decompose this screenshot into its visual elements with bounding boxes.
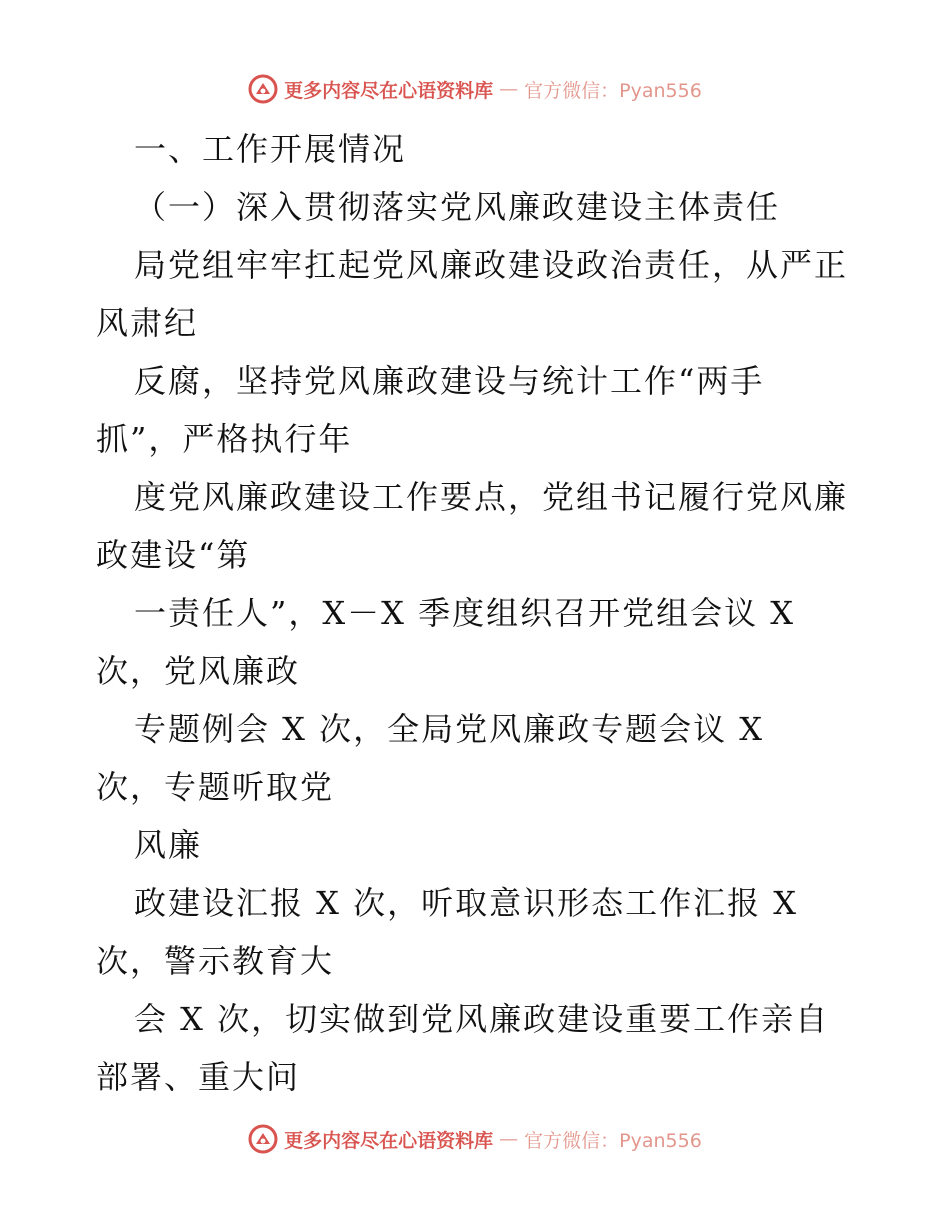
body-line: 度党风廉政建设工作要点，党组书记履行党风廉: [134, 478, 849, 516]
body-line: 政建设汇报 X 次，听取意识形态工作汇报 X: [134, 884, 799, 922]
body-line: 风肃纪: [96, 304, 199, 342]
watermark-separator: —: [499, 1128, 519, 1150]
body-line: 一责任人”，X－X 季度组织召开党组会议 X: [134, 594, 796, 632]
watermark-contact: 官方微信：Pyan556: [524, 79, 702, 102]
subsection-heading: （一）深入贯彻落实党风廉政建设主体责任: [134, 188, 781, 226]
watermark-header: [0, 74, 950, 104]
watermark-contact: 官方微信：Pyan556: [524, 1129, 702, 1152]
body-line: 次，警示教育大: [96, 942, 335, 980]
seal-logo-icon: [248, 74, 278, 104]
body-line: 次，党风廉政: [96, 652, 301, 690]
body-line: 政建设“第: [96, 536, 251, 574]
body-line: 反腐，坚持党风廉政建设与统计工作“两手: [134, 362, 765, 400]
body-line: 专题例会 X 次，全局党风廉政专题会议 X: [134, 710, 765, 748]
watermark-brand: 更多内容尽在心语资料库: [284, 79, 494, 102]
body-line: 部署、重大问: [96, 1058, 301, 1096]
section-heading: 一、工作开展情况: [134, 130, 407, 168]
watermark-brand: 更多内容尽在心语资料库: [284, 1129, 494, 1152]
body-line: 抓”，严格执行年: [96, 420, 353, 458]
watermark-separator: —: [499, 78, 519, 100]
body-line: 会 X 次，切实做到党风廉政建设重要工作亲自: [134, 1000, 830, 1038]
watermark-footer: [0, 1124, 950, 1154]
seal-logo-icon: [248, 1124, 278, 1154]
body-line: 局党组牢牢扛起党风廉政建设政治责任，从严正: [134, 246, 849, 284]
body-line: 风廉: [134, 826, 203, 864]
body-line: 次，专题听取党: [96, 768, 335, 806]
